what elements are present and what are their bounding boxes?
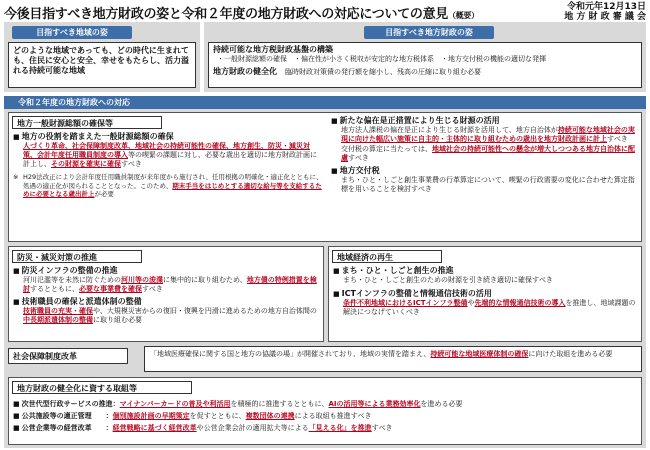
regional-body — [333, 266, 637, 317]
finance-box — [208, 42, 642, 88]
finance-line-3 — [213, 67, 637, 77]
regional-p2-d: を推進し、地域課題の解決につなげていくべき — [343, 299, 636, 316]
disaster-p1-b: 河川等の浚渫 — [121, 276, 163, 284]
note-b: 期末手当をはじめとする適切な給与等を支給するために必要となる歳出計上 — [23, 181, 322, 198]
finance-sound-label: 地方財政の健全化 — [213, 67, 277, 76]
uneven-p2-b: 地域社会の持続可能性への懸念が増大しつつある地方自治体に配慮 — [341, 145, 635, 162]
sound-r1-e: を進める必要 — [420, 400, 463, 408]
sound-r3-a: ■ 公営企業等の経営改革 ： — [13, 424, 113, 432]
disaster-p1 — [13, 276, 319, 294]
regional-p2-c: 先端的な情報通信技術の導入 — [474, 299, 566, 307]
sound-row-3 — [13, 424, 637, 433]
r2-panel — [4, 96, 646, 448]
sound-body — [13, 400, 637, 433]
sound-r3-d: 「見える化」を推進 — [308, 424, 372, 432]
sound-header: 地方財政の健全化に資する取組等 — [12, 381, 192, 394]
regional-p2-a: 条件不利地域におけるICTインフラ整備 — [343, 299, 468, 307]
title-text: 今後目指すべき地方財政の姿と令和２年度の地方財政への対応についての意見 — [4, 7, 448, 22]
general-p1-a: 人づくり革命、社会保障制度改革、地域社会の持続可能性の確保、地方創生、防災・減災対策、会計年度任用職員制度の導入 — [23, 142, 310, 159]
sound-row-2 — [13, 412, 637, 421]
finance-sound-text: 臨時財政対策債の発行額を縮小し、残高の圧縮に取り組む必要 — [285, 68, 481, 76]
social-p1-c: に向けた取組を進める必要 — [528, 350, 613, 358]
regional-header: 地域経済の再生 — [332, 250, 442, 263]
general-p1-d: すべき — [121, 160, 142, 168]
note-mark: ※ — [13, 173, 19, 181]
disaster-p2 — [13, 307, 319, 325]
social-box — [144, 346, 642, 372]
sound-r2-d: 複数団体の連携 — [245, 412, 295, 420]
finance-line-2: ・一般財源総額の確保 ・偏在性が小さく税収が安定的な地方税体系 ・地方交付税の機能の適切な発揮 — [217, 55, 546, 63]
uneven-p1-c: すべき — [607, 135, 628, 143]
r2-header: 令和２年度の地方財政への対応 — [4, 96, 646, 109]
general-p1 — [13, 142, 323, 169]
regional-p2-b: や — [467, 299, 475, 307]
note-a: H29法改正により会計年度任用職員制度が来年度から施行され、任用根拠の明確化・適正化とともに、処遇の適正化が図られることとなった。このため、 — [23, 173, 323, 190]
uneven-h1: ■ 新たな偏在是正措置により生じる財源の活用 — [331, 116, 637, 126]
uneven-right — [331, 116, 637, 194]
general-header: 地方一般財源総額の確保等 — [12, 116, 162, 129]
disaster-p2-d: に取り組む必要 — [93, 316, 142, 324]
sound-r2-a: ■ 公共施設等の適正管理 ： — [13, 412, 113, 420]
finance-line-1: 持続可能な地方税財政基盤の構築 — [213, 45, 333, 54]
title-subtext: （概要） — [447, 11, 479, 20]
sound-r1-a: ■ 次世代型行政サービスの推進： — [13, 400, 120, 408]
council-name: 地 方 財 政 審 議 会 — [564, 12, 646, 22]
general-p1-b: 等の喫緊の課題に対し、必要な歳出を適切に地方財政計画に計上し、 — [23, 151, 317, 168]
disaster-p2-a: 技術職員の充実・確保 — [23, 307, 93, 315]
general-note — [13, 173, 323, 199]
sound-r3-b: 経営戦略に基づく経営改革 — [112, 424, 197, 432]
regional-p2 — [333, 299, 637, 317]
general-h1: ■ 地方の役割を踏まえた一般財源総額の確保 — [13, 132, 323, 142]
social-p1-a: 「地域医療確保に関する国と地方の協議の場」が開催されており、地域の実情を踏まえ、 — [150, 350, 431, 358]
social-header: 社会保障制度改革 — [8, 348, 128, 364]
sound-r2-c: を促すとともに、 — [189, 412, 246, 420]
disaster-p1-d: 地方債の特例措置を検討 — [23, 276, 317, 293]
header-meta — [564, 2, 646, 22]
sound-r2-b: 個別施設計画の早期策定 — [112, 412, 190, 420]
sound-row-1 — [13, 400, 637, 409]
finance-header: 目指すべき地方財政の姿 — [364, 26, 494, 39]
disaster-p1-e: するとともに、 — [30, 285, 79, 293]
sound-section — [8, 377, 642, 445]
regional-h1: ■ まち・ひと・しごと創生の推進 — [333, 266, 637, 276]
social-p1-b: 持続可能な地域医療体制の確保 — [430, 350, 529, 358]
disaster-h2: ■ 技術職員の確保と派遣体制の整備 — [13, 297, 319, 307]
sound-r1-d: AIの活用等による業務効率化 — [328, 400, 421, 408]
page-title — [4, 3, 479, 22]
regional-p1: まち・ひと・しごと創生のための財源を引き続き適切に確保すべき — [343, 276, 553, 284]
uneven-p1-b: 持続可能な地域社会の実現に向けた幅広い施策に自主的・主体的に取り組むための歳出を地方財政計画に計上 — [341, 126, 635, 143]
uneven-p1 — [331, 126, 637, 144]
finance-panel — [204, 22, 646, 92]
disaster-h1: ■ 防災インフラの整備の推進 — [13, 266, 319, 276]
disaster-p2-b: や、大規模災害からの復旧・復興を円滑に進めるための地方自治体間の — [93, 307, 317, 315]
regional-section — [328, 246, 642, 342]
vision-panel — [4, 22, 200, 92]
sound-r2-e: による取組も推進すべき — [294, 412, 372, 420]
general-left — [13, 132, 323, 199]
uneven-p2-c: すべき — [348, 154, 369, 162]
disaster-p1-a: 河川氾濫等を未然に防ぐための — [23, 276, 121, 284]
disaster-body — [13, 266, 319, 325]
note-c: が必要 — [94, 190, 114, 198]
disaster-p1-g: すべき — [142, 285, 163, 293]
uneven-h2: ■ 地方交付税 — [331, 166, 637, 176]
disaster-header: 防災・減災対策の推進 — [12, 250, 142, 263]
disaster-p1-c: に集中的に取り組むため、 — [163, 276, 247, 284]
sound-r3-e: すべき — [371, 424, 393, 432]
uneven-p2 — [331, 145, 637, 163]
vision-text: どのような地域であっても、どの時代に生まれても、住民に安心と安全、幸せをもたらし、活力溢れる持続可能な地域 — [8, 42, 196, 88]
uneven-p1-a: 地方法人課税の偏在是正により生じる財源を活用して、地方自治体が — [341, 126, 558, 134]
sound-r3-c: や公営企業会計の適用拡大等による — [196, 424, 309, 432]
date-text: 令和元年12月13日 — [566, 2, 646, 12]
regional-h2: ■ ICTインフラの整備と情報通信技術の活用 — [333, 289, 637, 299]
sound-r1-c: を積極的に推進するとともに、 — [230, 400, 329, 408]
sound-r1-b: マイナンバーカードの普及や利活用 — [119, 400, 231, 408]
uneven-p2-a: 交付税の算定に当たっては、 — [341, 145, 432, 153]
disaster-section — [8, 246, 324, 342]
vision-header: 目指すべき地域の姿 — [12, 26, 132, 39]
general-note-text — [23, 173, 323, 199]
disaster-p2-c: 中長期派遣体制の整備 — [23, 316, 93, 324]
general-p1-c: その財源を確実に確保 — [51, 160, 121, 168]
uneven-p3: まち・ひと・しごと創生事業費の行革算定について、喫緊の行政需要の変化に合わせた算定指標を用いることを検討すべき — [341, 176, 635, 193]
general-section — [8, 112, 642, 242]
disaster-p1-f: 必要な事業費を確保 — [79, 285, 142, 293]
